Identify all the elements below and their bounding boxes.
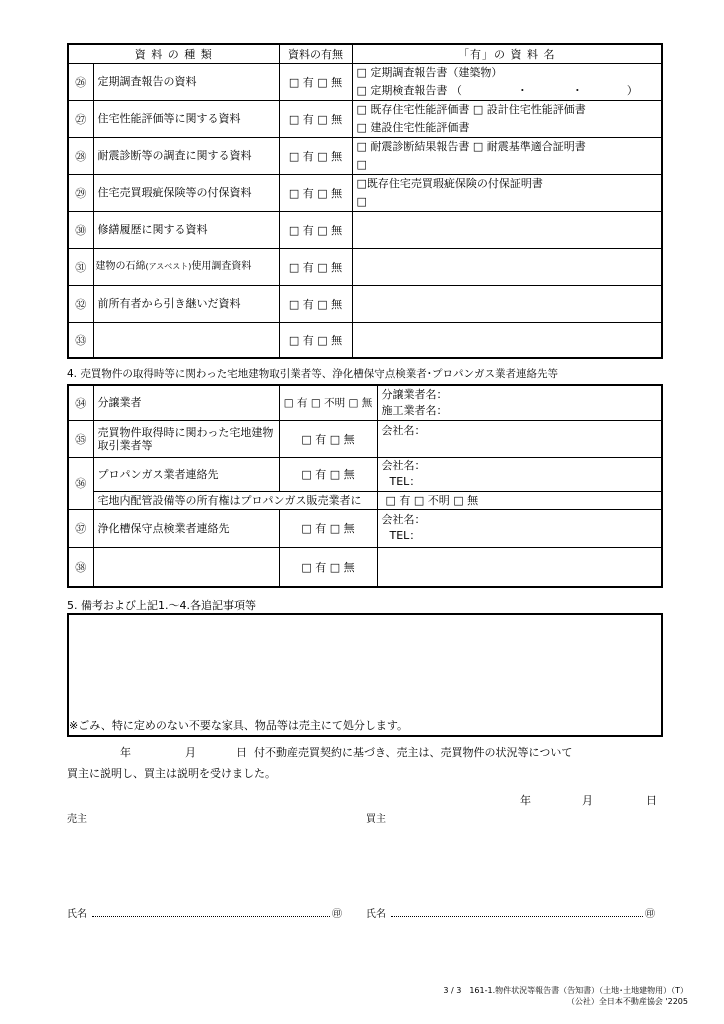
availability-checkboxes[interactable]: □ 有 □ 無 (279, 248, 352, 285)
row-label: 分譲業者 (93, 386, 279, 420)
row-label: プロパンガス業者連絡先 (93, 457, 279, 491)
section-5-title: 5. 備考および上記1.～4.各追記事項等 (67, 599, 256, 612)
detail-line[interactable]: TEL： (389, 529, 421, 542)
table-row (69, 63, 661, 100)
table-row (69, 491, 661, 509)
availability-checkboxes[interactable]: □ 有 □ 無 (279, 100, 352, 137)
detail-line[interactable]: □ (356, 157, 367, 171)
buyer-name-line[interactable] (391, 916, 643, 917)
detail-cell[interactable] (352, 248, 661, 285)
table-row (69, 509, 661, 547)
availability-checkboxes[interactable]: □ 有 □ 無 (279, 174, 352, 211)
footer-line-1: 3 / 3 161-1.物件状況等報告書（告知書）（土地･土地建物用）（T） (443, 986, 688, 995)
row-label: 建物の石綿(アスベスト)使用調査資料 (93, 248, 279, 285)
row-label: 住宅売買瑕疵保険等の付保資料 (93, 174, 279, 211)
remarks-note: ※ごみ、特に定めのない不要な家具、物品等は売主にて処分します。 (69, 719, 408, 732)
detail-cell[interactable] (352, 211, 661, 248)
seller-seal-icon: ㊞ (332, 909, 342, 920)
row-number: ㉗ (69, 100, 93, 137)
detail-line[interactable]: □ 定期検査報告書 （ ・ ・ ） (356, 83, 638, 97)
section-4-title: 4. 売買物件の取得時等に関わった宅地建物取引業者等、浄化槽保守点検業者･プロパンガス業者連絡先等 (67, 368, 558, 380)
buyer-label: 買主 (366, 814, 386, 825)
row-number: ㊲ (69, 509, 93, 547)
availability-checkboxes[interactable]: □ 有 □ 無 (279, 63, 352, 100)
gas-ownership-checkboxes[interactable]: □ 有 □ 不明 □ 無 (377, 491, 661, 509)
row-label[interactable] (93, 322, 279, 358)
row-label: 浄化槽保守点検業者連絡先 (93, 509, 279, 547)
row-number: ㊳ (69, 547, 93, 586)
row-number: ㉖ (69, 63, 93, 100)
detail-line[interactable]: 会社名： (381, 459, 426, 472)
detail-line[interactable]: TEL： (389, 475, 421, 488)
table-row (69, 137, 661, 174)
availability-checkboxes[interactable]: □ 有 □ 無 (279, 211, 352, 248)
date-day: 日 (646, 794, 657, 807)
table-row (69, 100, 661, 137)
row-label[interactable] (93, 547, 279, 586)
detail-line[interactable]: □ 定期調査報告書（建築物） (356, 65, 503, 79)
row-label: 修繕履歴に関する資料 (93, 211, 279, 248)
header-doc-type: 資 料 の 種 類 (69, 45, 279, 63)
table-row (69, 420, 661, 457)
availability-checkboxes[interactable]: □ 有 □ 無 (279, 285, 352, 322)
detail-cell[interactable] (352, 322, 661, 358)
gas-ownership-label: 宅地内配管設備等の所有権はプロパンガス販売業者に (93, 491, 377, 509)
table-row (69, 248, 661, 285)
table-row (69, 211, 661, 248)
date-month: 月 (582, 794, 593, 807)
row-number: ㉞ (69, 386, 93, 420)
buyer-seal-icon: ㊞ (645, 909, 655, 920)
row-label: 売買物件取得時に関わった宅地建物取引業者等 (93, 420, 279, 457)
contacts-table (67, 384, 663, 588)
table-row (69, 285, 661, 322)
row-label: 前所有者から引き継いだ資料 (93, 285, 279, 322)
detail-line[interactable]: □既存住宅売買瑕疵保険の付保証明書 (356, 176, 543, 190)
statement-month: 月 (185, 746, 196, 759)
row-number: ㉛ (69, 248, 93, 285)
row-label: 耐震診断等の調査に関する資料 (93, 137, 279, 174)
seller-label: 売主 (67, 814, 87, 825)
row-number: ㉚ (69, 211, 93, 248)
table-row (69, 457, 661, 491)
footer-line-2: （公社）全日本不動産協会 '2205 (566, 997, 688, 1006)
detail-line[interactable]: □ (356, 194, 367, 208)
availability-checkboxes[interactable]: □ 有 □ 無 (279, 322, 352, 358)
documents-table (67, 43, 663, 359)
header-doc-name: 「有」の 資 料 名 (352, 45, 661, 63)
detail-line[interactable]: □ 建設住宅性能評価書 (356, 120, 470, 134)
row-number: ㉘ (69, 137, 93, 174)
table-row (69, 386, 661, 420)
detail-line[interactable]: □ 既存住宅性能評価書 □ 設計住宅性能評価書 (356, 102, 586, 116)
seller-name-line[interactable] (92, 916, 330, 917)
seller-name-label: 氏名 (67, 909, 87, 920)
availability-checkboxes[interactable]: □ 有 □ 無 (279, 420, 377, 457)
statement-day: 日 (236, 746, 247, 759)
availability-checkboxes[interactable]: □ 有 □ 無 (279, 457, 377, 491)
date-year: 年 (520, 794, 531, 807)
remarks-box[interactable] (67, 613, 663, 737)
row-label: 定期調査報告の資料 (93, 63, 279, 100)
table-row (69, 322, 661, 358)
availability-checkboxes[interactable]: □ 有 □ 無 (279, 547, 377, 586)
statement-line-2: 買主に説明し、買主は説明を受けました。 (67, 767, 276, 780)
statement-line-1: 付不動産売買契約に基づき、売主は、売買物件の状況等について (254, 746, 573, 759)
row-number: ㉙ (69, 174, 93, 211)
availability-checkboxes[interactable]: □ 有 □ 無 (279, 509, 377, 547)
detail-line[interactable]: □ 耐震診断結果報告書 □ 耐震基準適合証明書 (356, 139, 586, 153)
detail-line[interactable]: 施工業者名： (381, 403, 448, 417)
row-label: 住宅性能評価等に関する資料 (93, 100, 279, 137)
header-doc-availability: 資料の有無 (279, 45, 352, 63)
row-number: ㉜ (69, 285, 93, 322)
availability-checkboxes[interactable]: □ 有 □ 無 (279, 137, 352, 174)
detail-cell[interactable] (377, 547, 661, 586)
row-number: ㉝ (69, 322, 93, 358)
statement-year: 年 (120, 746, 131, 759)
availability-checkboxes[interactable]: □ 有 □ 不明 □ 無 (279, 386, 377, 420)
table-row (69, 547, 661, 586)
detail-line[interactable]: 会社名： (381, 423, 426, 437)
row-number: ㉟ (69, 420, 93, 457)
buyer-name-label: 氏名 (366, 909, 386, 920)
detail-line[interactable]: 会社名： (381, 513, 426, 526)
row-number: ㊱ (69, 457, 93, 509)
detail-cell[interactable] (352, 285, 661, 322)
detail-line[interactable]: 分譲業者名： (381, 387, 448, 401)
table-row (69, 174, 661, 211)
